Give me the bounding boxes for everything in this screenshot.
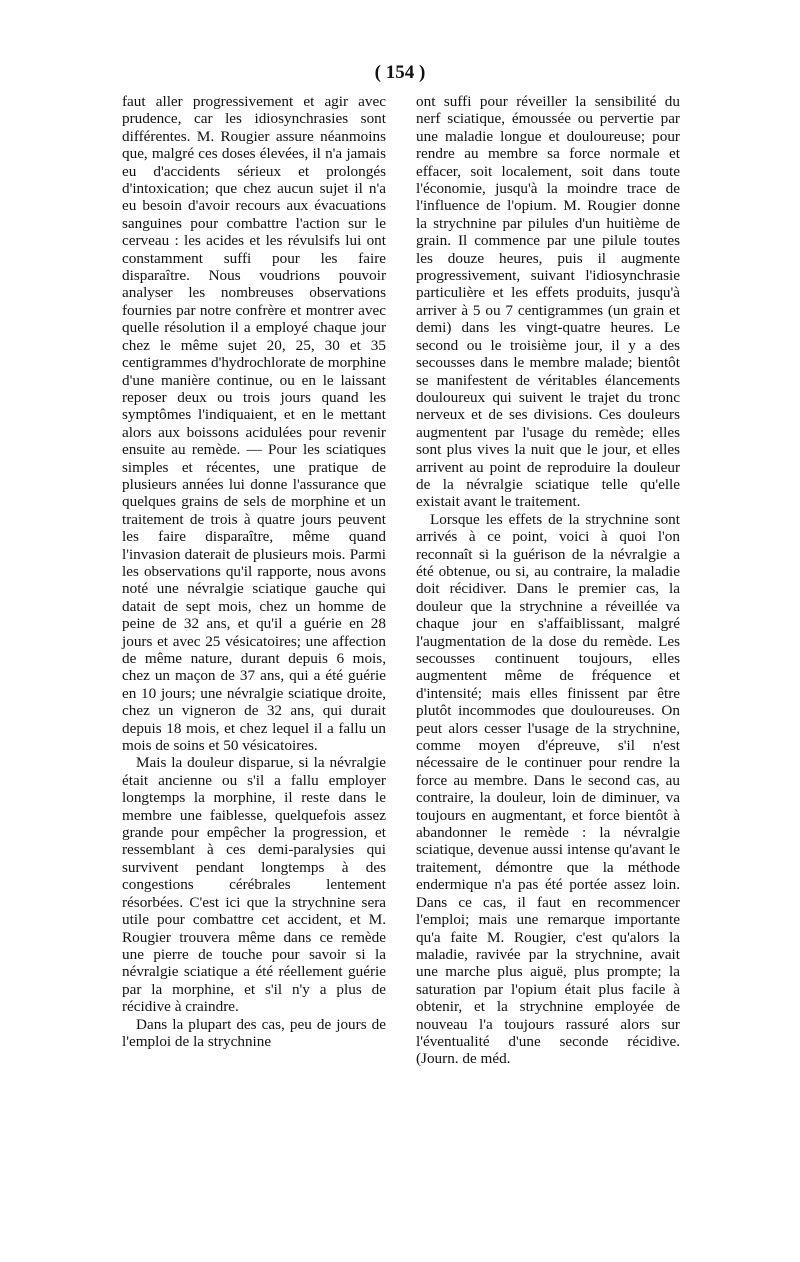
paragraph: Dans la plupart des cas, peu de jours de l'emploi de la strychnine: [122, 1015, 386, 1050]
paragraph: ont suffi pour réveiller la sensibilité du nerf sciatique, émoussée ou pervertie par une maladie longue et douloureuse; pour rendre au membre sa force normale et effacer, soit localement, soit dans toute l'économie, jusqu'à la moindre trace de l'influence de l'opium. M. Rougier donne la strychnine par pilules d'un huitième de grain. Il commence par une pilule toutes les douze heures, puis il augmente progressivement, suivant l'idiosynchrasie particulière et les effets produits, jusqu'à arriver à 5 ou 7 centigrammes (un grain et demi) dans les vingt-quatre heures. Le second ou le troisième jour, il y a des secousses dans le membre malade; bientôt se manifestent de véritables élancements douloureux qui suivent le trajet du tronc nerveux et de ses divisions. Ces douleurs augmentent par l'usage du remède; elles sont plus vives la nuit que le jour, et elles arrivent au point de reproduire la douleur de la névralgie sciatique telle qu'elle existait avant le traitement.: [416, 93, 680, 511]
paragraph: Mais la douleur disparue, si la névralgie était ancienne ou s'il a fallu employer longtemps la morphine, il reste dans le membre une faiblesse, quelquefois assez grande pour empêcher la progression, et ressemblant à ces demi-paralysies qui survivent pendant longtemps à des congestions cérébrales lentement résorbées. C'est ici que la strychnine sera utile pour combattre cet accident, et M. Rougier trouvera même dans ce remède une pierre de touche pour savoir si la névralgie sciatique a été réellement guérie par la morphine, et s'il n'y a plus de récidive à craindre.: [122, 754, 386, 1016]
right-column: [416, 93, 680, 1068]
page-number: ( 154 ): [374, 62, 426, 83]
paragraph: faut aller progressivement et agir avec prudence, car les idiosynchrasies sont différentes. M. Rougier assure néanmoins que, malgré ces doses élevées, il n'a jamais eu d'accidents sérieux et prolongés d'intoxication; que chez aucun sujet il n'a eu besoin d'avoir recours aux évacuations sanguines pour combattre l'action sur le cerveau : les acides et les révulsifs lui ont constamment suffi pour les faire disparaître. Nous voudrions pouvoir analyser les nombreuses observations fournies par notre confrère et montrer avec quelle résolution il a employé chaque jour chez le même sujet 20, 25, 30 et 35 centigrammes d'hydrochlorate de morphine d'une manière continue, ou en le laissant reposer deux ou trois jours quand les symptômes l'indiquaient, et en le mettant alors aux boissons acidulées pour revenir ensuite au remède. — Pour les sciatiques simples et récentes, une pratique de plusieurs années lui donne l'assurance que quelques grains de sels de morphine et un traitement de trois à quatre jours peuvent les faire disparaître, même quand l'invasion daterait de plusieurs mois. Parmi les observations qu'il rapporte, nous avons noté une névralgie sciatique gauche qui datait de sept mois, chez un homme de peine de 32 ans, et qu'il a guérie en 28 jours et avec 25 vésicatoires; une affection de même nature, durant depuis 6 mois, chez un maçon de 37 ans, qui a été guérie en 10 jours; une névralgie sciatique droite, chez un vigneron de 32 ans, qui durait depuis 18 mois, et chez lequel il a fallu un mois de soins et 50 vésicatoires.: [122, 93, 386, 755]
paragraph: Lorsque les effets de la strychnine sont arrivés à ce point, voici à quoi l'on reconnaît si la guérison de la névralgie a été obtenue, ou si, au contraire, la maladie doit récidiver. Dans le premier cas, la douleur que la strychnine a réveillée va chaque jour en s'affaiblissant, malgré l'augmentation de la dose du remède. Les secousses continuent toujours, elles augmentent même de fréquence et d'intensité; mais elles finissent par être plutôt incommodes que douloureuses. On peut alors cesser l'usage de la strychnine, comme moyen d'épreuve, s'il n'est nécessaire de le continuer pour rendre la force au membre. Dans le second cas, au contraire, la douleur, loin de diminuer, va toujours en augmentant, et force bientôt à abandonner le remède : la névralgie sciatique, devenue aussi intense qu'avant le traitement, démontre que la méthode endermique n'a pas été portée assez loin. Dans ce cas, il faut en recommencer l'emploi; mais une remarque importante qu'a faite M. Rougier, c'est qu'alors la maladie, ravivée par la strychnine, avait une marche plus aiguë, plus prompte; la saturation par l'opium était plus facile à obtenir, et la strychnine employée de nouveau l'a toujours rassuré alors sur l'éventualité d'une seconde récidive. (Journ. de méd.: [416, 510, 680, 1068]
left-column: [122, 93, 386, 1050]
